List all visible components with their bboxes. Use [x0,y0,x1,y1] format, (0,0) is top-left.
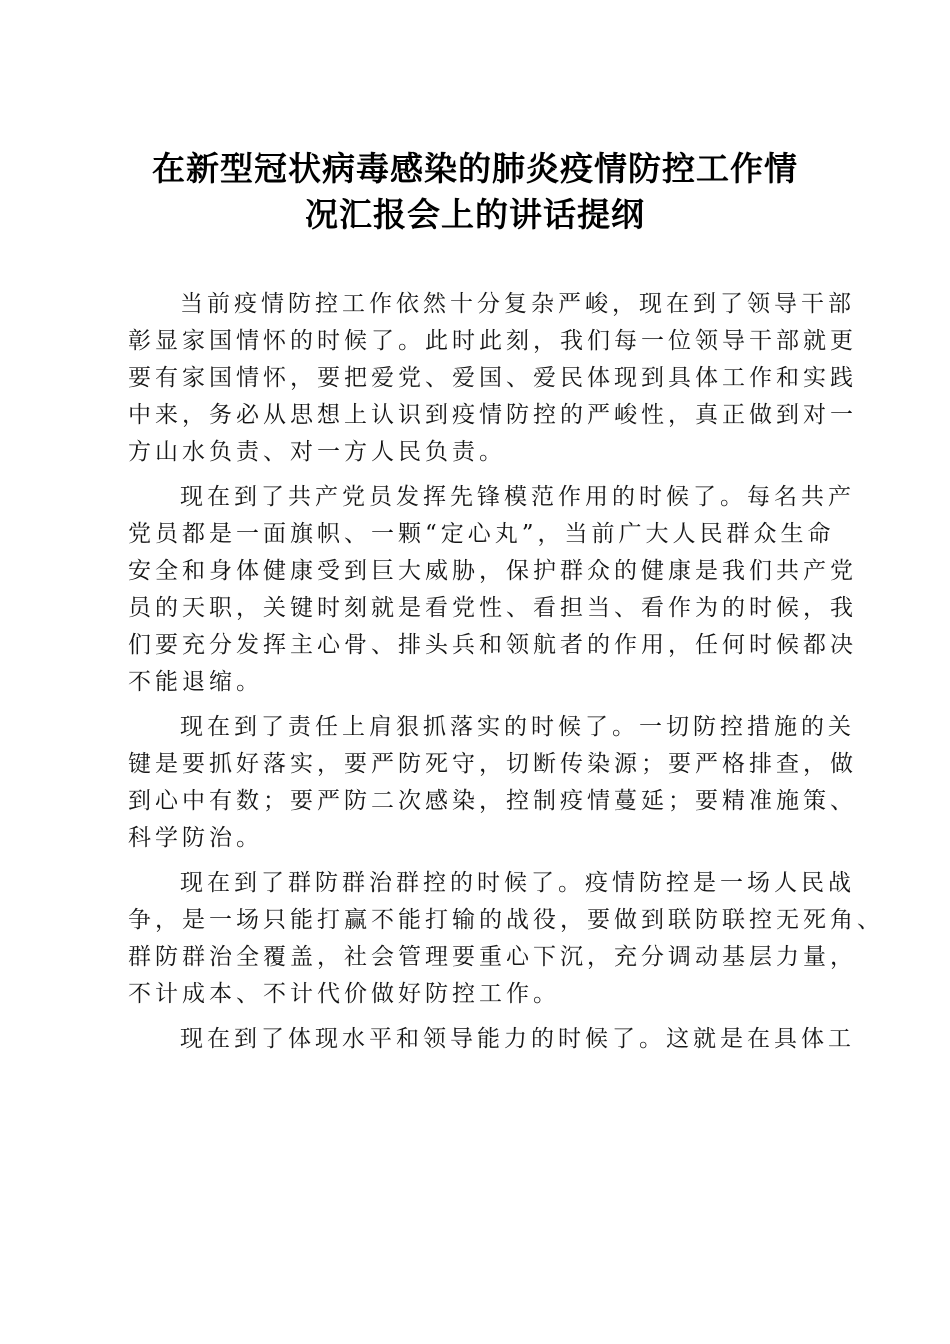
paragraph-line: 要有家国情怀，要把爱党、爱国、爱民体现到具体工作和实践 [128,365,857,391]
paragraph-line: 中来，务必从思想上认识到疫情防控的严峻性，真正做到对一 [128,402,857,428]
paragraph-line: 方山水负责、对一方人民负责。 [128,439,506,465]
paragraph [128,286,857,471]
paragraph-line: 键是要抓好落实，要严防死守，切断传染源；要严格排查，做 [128,751,857,777]
title-line: 况汇报会上的讲话提纲 [305,195,645,234]
paragraph-line: 科学防治。 [128,825,263,851]
paragraph-line: 现在到了群防群治群控的时候了。疫情防控是一场人民战 [180,870,855,896]
paragraph-line: 到心中有数；要严防二次感染，控制疫情蔓延；要精准施策、 [128,788,857,814]
paragraph-line: 群防群治全覆盖，社会管理要重心下沉，充分调动基层力量， [128,944,857,970]
paragraph-line: 现在到了体现水平和领导能力的时候了。这就是在具体工 [180,1026,855,1052]
paragraph [128,1021,855,1058]
paragraph [128,865,884,1013]
paragraph [128,479,857,701]
paragraph-line: 彰显家国情怀的时候了。此时此刻，我们每一位领导干部就更 [128,328,857,354]
document-title [110,146,840,238]
paragraph-line: 现在到了责任上肩狠抓落实的时候了。一切防控措施的关 [180,714,855,740]
title-line: 在新型冠状病毒感染的肺炎疫情防控工作情 [152,149,798,188]
paragraph-line: 们要充分发挥主心骨、排头兵和领航者的作用，任何时候都决 [128,632,857,658]
document-body [128,286,884,1066]
paragraph-line: 安全和身体健康受到巨大威胁，保护群众的健康是我们共产党 [128,558,857,584]
paragraph-line: 党员都是一面旗帜、一颗“定心丸”，当前广大人民群众生命 [128,521,835,547]
paragraph-line: 当前疫情防控工作依然十分复杂严峻，现在到了领导干部 [180,291,855,317]
paragraph-line: 不计成本、不计代价做好防控工作。 [128,981,560,1007]
paragraph-line: 员的天职，关键时刻就是看党性、看担当、看作为的时候，我 [128,595,857,621]
paragraph [128,709,857,857]
paragraph-line: 现在到了共产党员发挥先锋模范作用的时候了。每名共产 [180,484,855,510]
paragraph-line: 争，是一场只能打赢不能打输的战役，要做到联防联控无死角、 [128,907,884,933]
paragraph-line: 不能退缩。 [128,669,263,695]
